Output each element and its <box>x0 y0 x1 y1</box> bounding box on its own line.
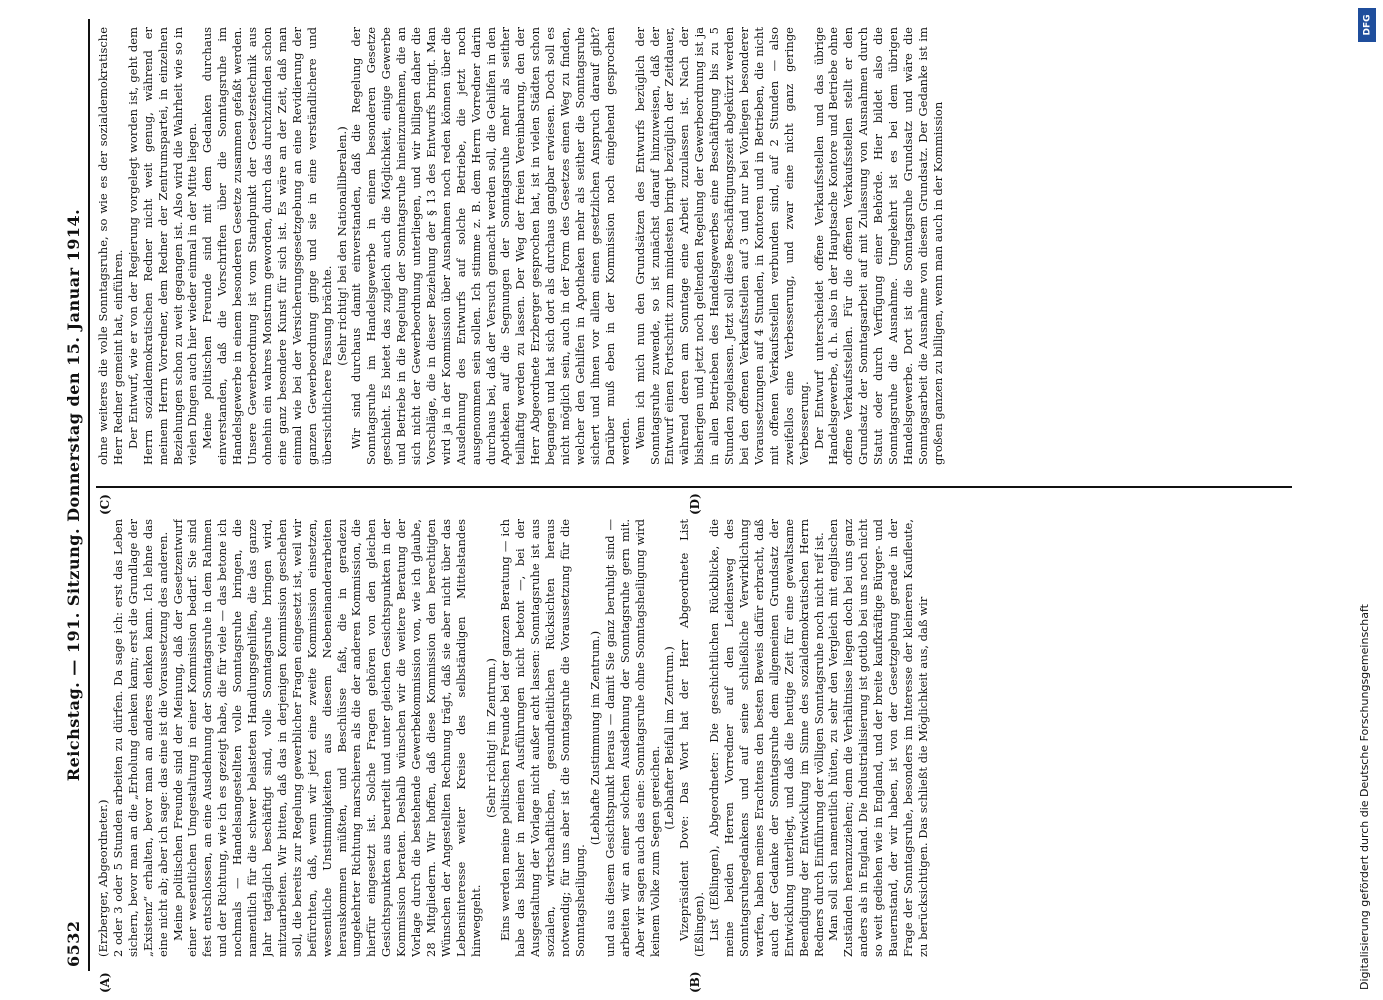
interjection: (Sehr richtig! bei den Nationalliberalen.) <box>334 126 349 366</box>
interjection: (Lebhafte Zustimmung im Zentrum.) <box>587 630 602 846</box>
page-number: 6532 <box>64 920 83 967</box>
rotated-document-page <box>62 19 1302 993</box>
paragraph: Meine politischen Freunde sind mit dem Gedanken durchaus einverstanden, daß die Vorschriften über die Sonntagsruhe im Handelsgewerbe in einem besonderen Gesetze zusammen gefaßt werden. Unsere Gewerbeordnung ist vom Standpunkt der Gesetzestechnik aus ohnehin ein wahres Monstrum geworden, durch das durchzufinden schon eine ganz besondere Kunst für sich ist. Es wäre an der Zeit, daß man einmal wie bei der Versicherungsgesetzgebung an eine Revidierung der ganzen Gewerbeordnung ginge und sie in eine verständlichere und übersichtlichere Fassung brächte. <box>200 27 334 465</box>
paragraph: Eins werden meine politischen Freunde bei der ganzen Beratung — ich habe das bisher in meinen Ausführungen nicht betont —, bei der Ausgestaltung der Vorlage nicht außer acht lassen: Sonntagsruhe ist aus sozialen, wirtschaftlichen, gesundheitlichen Rücksichten heraus notwendig; für uns aber ist die Sonntagsruhe die Voraussetzung für die Sonntagsheiligung. <box>498 519 587 957</box>
interjection: (Sehr richtig! im Zentrum.) <box>483 658 498 818</box>
interjection: (Lebhafter Beifall im Zentrum.) <box>662 646 677 830</box>
column-divider <box>96 486 1292 488</box>
dfg-logo-badge <box>1358 8 1376 42</box>
paragraph: und aus diesem Gesichtspunkt heraus — damit Sie ganz beruhigt sind — arbeiten wir an einer solchen Ausdehnung der Sonntagsruhe gern mit. Aber wir sagen auch das eine: Sonntagsruhe ohne Sonntagsheiligung wird keinem Volke zum Segen gereichen. <box>602 519 662 957</box>
speaker-continuation-label: (Erzberger, Abgeordneter.) <box>96 799 110 957</box>
paragraph: 2 oder 3 oder 5 Stunden arbeiten zu dürfen. Da sage ich: erst das Leben sichern, bevor man an die „Erholung denken kann; erst die Grundlage der „Existenz“ erhalten, bevor man an anderes denken kann. Ich lehne das eine nicht ab; aber ich sage: das eine ist die Voraussetzung des anderen. <box>110 519 170 957</box>
margin-marker-b: (B) <box>688 971 702 993</box>
paragraph: Wenn ich mich nun den Grundsätzen des Entwurfs bezüglich der Sonntagsruhe zuwende, so ist zunächst darauf hinzuweisen, daß der Entwurf einen Fortschritt zum mindesten bringt bezüglich der Zeitdauer, während deren am Sonntage eine Arbeit zuzulassen ist. Nach der bisherigen und jetzt noch geltenden Regelung der Gewerbeordnung ist ja in allen Betrieben des Handelsgewerbes eine Beschäftigung bis zu 5 Stunden zugelassen. Jetzt soll diese Beschäftigungszeit abgekürzt werden bei den offenen Verkaufsstellen auf 3 und nur bei Vorliegen besonderer Voraussetzungen auf 4 Stunden, in Kontoren und in Betrieben, die nicht mit offenen Verkaufsstellen verbunden sind, auf 2 Stunden — also zweifellos eine Verbesserung, und zwar eine nicht ganz geringe Verbesserung. <box>632 27 811 465</box>
paragraph: ohne weiteres die volle Sonntagsruhe, so wie es der sozialdemokratische Herr Redner gemeint hat, einführen. <box>96 27 125 465</box>
speaker-announcement: Vizepräsident Dove: Das Wort hat der Herr Abgeordnete List (Eßlingen). <box>677 519 707 957</box>
margin-marker-a: (A) <box>98 972 112 993</box>
paragraph: Der Entwurf, wie er von der Regierung vorgelegt worden ist, geht dem Herrn sozialdemokratischen Redner nicht weit genug, während er meinem Herrn Vorredner, dem Redner der Zentrumspartei, in einzelnen Beziehungen schon zu weit gegangen ist. Also wird die Wahrheit wie so in vielen Dingen auch hier wieder einmal in der Mitte liegen. <box>125 27 200 465</box>
page-header <box>62 19 86 971</box>
left-column <box>96 519 1292 957</box>
page-title: Reichstag. — 191. Sitzung. Donnerstag den 15. Januar 1914. <box>64 208 83 782</box>
margin-marker-d: (D) <box>688 493 702 515</box>
paragraph: Wir sind durchaus damit einverstanden, daß die Regelung der Sonntagsruhe im Handelsgewerbe in einem besonderen Gesetze geschieht. Es bietet das zugleich auch die Möglichkeit, einige Gewerbe und Betriebe in die Regelung der Sonntagsruhe hineinzunehmen, die an sich nicht der Gewerbeordnung unterliegen, und wir billigen daher die Vorschläge, die in dieser Beziehung der § 13 des Entwurfs bringt. Man wird ja in der Kommission über Ausnahmen noch reden können über die Ausdehnung des Entwurfs auf solche Betriebe, die jetzt noch ausgenommen sein sollen. Ich stimme z. B. dem Herrn Vorredner darin durchaus bei, daß der Versuch gemacht werden soll, die Gehilfen in den Apotheken auf die Segnungen der Sonntagsruhe mehr als seither teilhaftig werden zu lassen. Der Weg der freien Vereinbarung, den der Herr Abgeordnete Erzberger gesprochen hat, ist in vielen Städten schon begangen und hat sich dort als durchaus gangbar erwiesen. Doch soll es nicht möglich sein, auch in der Form des Gesetzes einen Weg zu finden, welcher den Gehilfen in Apotheken mehr als seither die Sonntagsruhe sichert und ihnen vor allem einen gesetzlichen Anspruch darauf gibt? Darüber muß eben in der Kommission noch eingehend gesprochen werden. <box>349 27 632 465</box>
speaker-paragraph: List (Eßlingen), Abgeordneter: Die geschichtlichen Rückblicke, die meine beiden Herren Vorredner auf den Leidensweg des Sonntagsruhegedankens und auf seine schließliche Verwirklichung warfen, haben meines Erachtens den besten Beweis dafür erbracht, daß auch der Gedanke der Sonntagsruhe dem allgemeinen Grundsatz der Entwicklung unterliegt, und daß die heutige Zeit für eine gewaltsame Beendigung der Entwicklung im Sinne des sozialdemokratischen Herrn Redners durch Einführung der völligen Sonntagsruhe noch nicht reif ist. <box>707 519 826 957</box>
paragraph: Man soll sich namentlich hüten, zu sehr den Vergleich mit englischen Zuständen heranzuziehen; denn die Verhältnisse liegen doch bei uns ganz anders als in England. Die Industrialisierung ist gottlob bei uns noch nicht so weit gediehen wie in England, und der breite kaufkräftige Bürger- und Bauernstand, der wir haben, ist von der Gesetzgebung gerade in der Frage der Sonntagsruhe, besonders im Interesse der kleineren Kaufleute, zu berücksichtigen. Das schließt die Möglichkeit aus, daß wir <box>826 519 930 957</box>
right-column <box>96 27 1292 465</box>
paragraph: Meine politischen Freunde sind der Meinung, daß der Gesetzentwurf einer wesentlichen Umgestaltung in einer Kommission bedarf. Sie sind fest entschlossen, an eine Ausdehnung der Sonntagsruhe in dem Rahmen und der Richtung, wie ich es gezeigt habe, die für viele — das betone ich nochmals — Handelsangestellten volle Sonntagsruhe bringen, die namentlich für die schwer belasteten Handlungsgehilfen, die das ganze Jahr tagtäglich beschäftigt sind, volle Sonntagsruhe bringen wird, mitzuarbeiten. Wir bitten, daß das in derjenigen Kommission geschehen soll, die bereits zur Regelung gewerblicher Fragen eingesetzt ist, weil wir befürchten, daß, wenn wir jetzt eine zweite Kommission einsetzen, wesentliche Unstimmigkeiten aus diesem Nebeneinanderarbeiten herauskommen müßten, und Beschlüsse faßt, die in geradezu umgekehrter Richtung marschieren als die der anderen Kommission, die hierfür eingesetzt ist. Solche Fragen gehören von den gleichen Gesichtspunkten aus beurteilt und unter gleichen Gesichtspunkten in der Kommission beraten. Deshalb wünschen wir die weitere Beratung der Vorlage durch die bestehende Gewerbekommission von, wie ich glaube, 28 Mitgliedern. Wir hoffen, daß diese Kommission den berechtigten Wünschen der Angestellten Rechnung trägt, daß sie aber nicht über das Lebensinteresse weiter Kreise des selbständigen Mittelstandes hinweggeht. <box>170 519 483 957</box>
paragraph: Der Entwurf unterscheidet offene Verkaufsstellen und das übrige Handelsgewerbe, d. h. also in der Hauptsache Kontore und Betriebe ohne offene Verkaufsstellen. Für die offenen Verkaufsstellen stellt er den Grundsatz der Sonntagsarbeit auf mit Zulassung von Ausnahmen durch Statut oder durch Verfügung einer Behörde. Hier bildet also die Sonntagsruhe die Ausnahme. Umgekehrt ist es bei dem übrigen Handelsgewerbe. Dort ist die Sonntagsruhe Grundsatz und wäre die Sonntagsarbeit die Ausnahme von diesem Grundsatz. Der Gedanke ist im großen ganzen zu billigen, wenn man auch in der Kommission <box>811 27 945 465</box>
dfg-badge-text: DFG <box>1362 14 1373 36</box>
header-rule <box>88 19 90 971</box>
digitization-credit: Digitalisierung gefördert durch die Deutsche Forschungsgemeinschaft <box>1358 604 1371 990</box>
margin-marker-c: (C) <box>98 494 112 515</box>
